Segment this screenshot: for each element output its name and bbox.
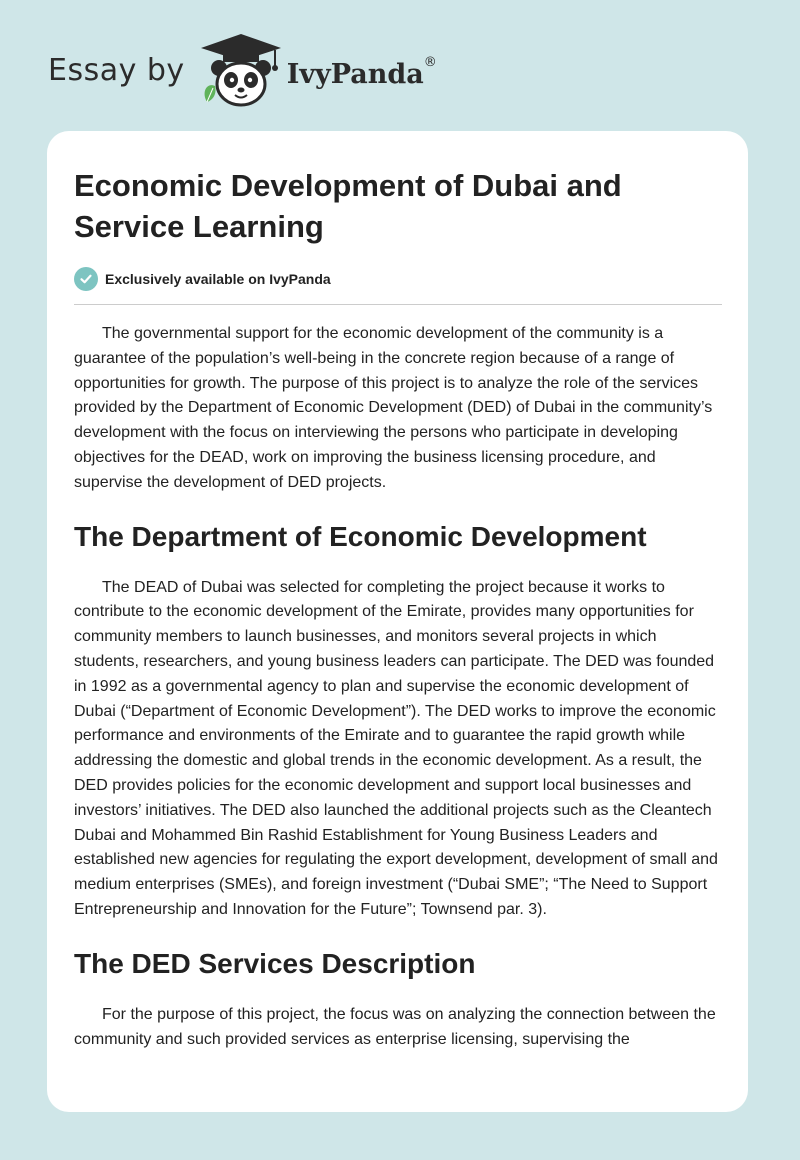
section-heading-services: The DED Services Description: [74, 947, 476, 979]
check-icon: [74, 267, 98, 291]
section-heading-ded: The Department of Economic Development: [74, 520, 647, 552]
paragraph-ded: The DEAD of Dubai was selected for completing the project because it works to contribute to the economic development of the Emirate, provides many opportunities for community members to launch businesses, and monitors several projects in which students, researchers, and young business leaders can participate. The DED was founded in 1992 as a governmental agency to plan and supervise the economic development of Dubai (“Department of Economic Development”). The DED works to improve the economic performance and environments of the Emirate and to guarantee the rapid growth while addressing the domestic and global trends in the economic development. As a result, the DED provides policies for the economic development and support local businesses and investors’ initiatives. The DED also launched the additional projects such as the Cleantech Dubai and Mohammed Bin Rashid Establishment for Young Business Leaders and established new agencies for regulating the export development, development of small and medium enterprises (SMEs), and foreign investment (“Dubai SME”; “The Need to Support Entrepreneurship and Innovation for the Future”; Townsend par. 3).: [74, 578, 718, 918]
divider: [74, 304, 722, 305]
registered-mark: ®: [423, 54, 437, 70]
page-title: Economic Development of Dubai and Service Learning: [74, 168, 622, 244]
exclusive-badge: [74, 267, 722, 291]
paragraph-services: For the purpose of this project, the focus was on analyzing the connection between the community and such provided services as enterprise licensing, supervising the: [74, 1005, 716, 1048]
brand-name: IvyPanda®: [286, 54, 437, 90]
badge-text: Exclusively available on IvyPanda: [105, 271, 331, 287]
panda-logo-icon: [197, 30, 285, 110]
site-brand[interactable]: [48, 30, 437, 110]
paragraph-intro: The governmental support for the economic development of the community is a guarantee of the population’s well-being in the concrete region because of a range of opportunities for growth. The purpose of this project is to analyze the role of the services provided by the Department of Economic Development (DED) of Dubai in the community’s development with the focus on interviewing the persons who participate in developing objectives for the DEAD, work on improving the business licensing procedure, and supervise the development of DED projects.: [74, 325, 713, 491]
brand-prefix: Essay by: [48, 52, 185, 88]
essay-card: [47, 131, 748, 1112]
